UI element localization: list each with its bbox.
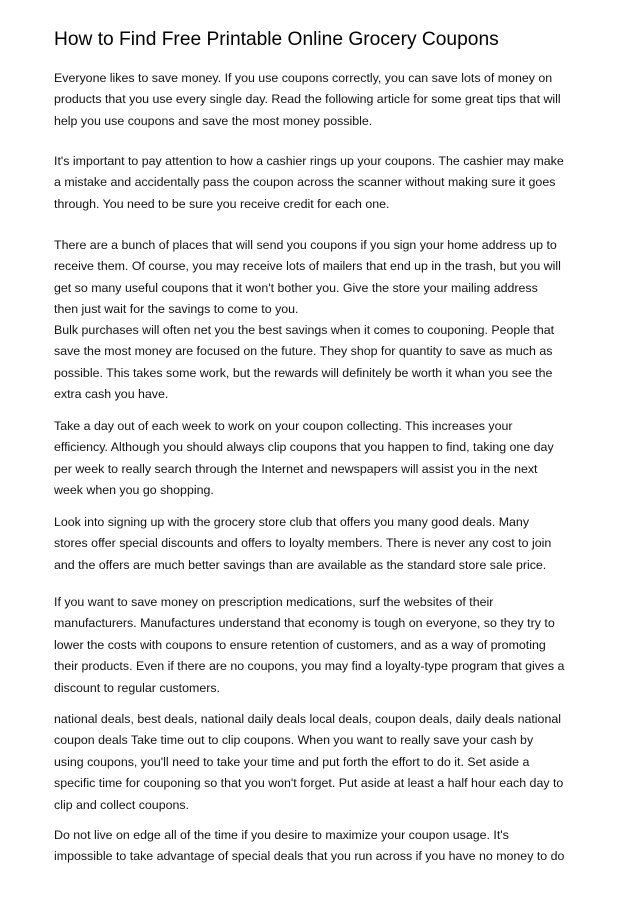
paragraph-line: their products. Even if there are no coupons, you may find a loyalty-type program that gives a bbox=[54, 659, 565, 674]
paragraph-line: coupon deals Take time out to clip coupons. When you want to really save your cash by bbox=[54, 733, 534, 748]
paragraph-line: and the offers are much better savings than are available as the standard store sale price. bbox=[54, 557, 547, 572]
paragraph-line: then just wait for the savings to come to you. bbox=[54, 302, 299, 317]
paragraph-line: national deals, best deals, national daily deals local deals, coupon deals, daily deals national bbox=[54, 712, 561, 726]
paragraph-line: efficiency. Although you should always clip coupons that you happen to find, taking one day bbox=[54, 440, 554, 455]
paragraph-line: extra cash you have. bbox=[54, 387, 169, 402]
paragraph-line: products that you use every single day. Read the following article for some great tips that will bbox=[54, 92, 561, 107]
paragraph-line: receive them. Of course, you may receive lots of mailers that end up in the trash, but you will bbox=[54, 259, 561, 274]
paragraph-5 bbox=[54, 416, 586, 502]
paragraph-line: possible. This takes some work, but the rewards will definitely be worth it whan you see the bbox=[54, 365, 553, 380]
paragraph-4 bbox=[54, 320, 586, 406]
paragraph-line: help you use coupons and save the most money possible. bbox=[54, 113, 373, 128]
paragraph-line: lower the costs with coupons to ensure retention of customers, and as a way of promoting bbox=[54, 637, 546, 652]
paragraph-line: Do not live on edge all of the time if you desire to maximize your coupon usage. It's bbox=[54, 828, 509, 842]
paragraph-7 bbox=[54, 592, 586, 699]
paragraph-line: impossible to take advantage of special deals that you run across if you have no money to do bbox=[54, 849, 565, 864]
paragraph-line: It's important to pay attention to how a cashier rings up your coupons. The cashier may make bbox=[54, 154, 564, 168]
paragraph-line: clip and collect coupons. bbox=[54, 797, 190, 812]
paragraph-line: per week to really search through the Internet and newspapers will assist you in the next bbox=[54, 461, 538, 476]
paragraph-line: discount to regular customers. bbox=[54, 680, 220, 695]
paragraph-6 bbox=[54, 512, 586, 576]
paragraph-2 bbox=[54, 151, 586, 215]
paragraph-line: Look into signing up with the grocery store club that offers you many good deals. Many bbox=[54, 515, 530, 529]
paragraph-line: If you want to save money on prescription medications, surf the websites of their bbox=[54, 595, 494, 609]
paragraph-line: Bulk purchases will often net you the best savings when it comes to couponing. People that bbox=[54, 323, 555, 337]
paragraph-line: stores offer special discounts and offers to loyalty members. There is never any cost to join bbox=[54, 536, 552, 551]
paragraph-line: week when you go shopping. bbox=[54, 483, 214, 498]
paragraph-line: specific time for couponing so that you won't forget. Put aside at least a half hour each day to bbox=[54, 776, 564, 791]
paragraph-line: Everyone likes to save money. If you use coupons correctly, you can save lots of money on bbox=[54, 71, 553, 85]
paragraph-line: using coupons, you'll need to take your time and put forth the effort to do it. Set aside a bbox=[54, 754, 530, 769]
paragraph-9 bbox=[54, 825, 586, 868]
paragraph-line: get so many useful coupons that it won't bother you. Give the store your mailing address bbox=[54, 280, 538, 295]
paragraph-3 bbox=[54, 235, 586, 321]
paragraph-line: save the most money are focused on the future. They shop for quantity to save as much as bbox=[54, 344, 553, 359]
paragraph-1 bbox=[54, 68, 586, 132]
paragraph-line: manufacturers. Manufactures understand that economy is tough on everyone, so they try to bbox=[54, 616, 555, 631]
paragraph-line: through. You need to be sure you receive credit for each one. bbox=[54, 196, 390, 211]
paragraph-line: Take a day out of each week to work on your coupon collecting. This increases your bbox=[54, 419, 513, 433]
paragraph-8 bbox=[54, 709, 586, 816]
document-title: How to Find Free Printable Online Grocery Coupons bbox=[54, 29, 499, 50]
paragraph-line: a mistake and accidentally pass the coupon across the scanner without making sure it goes bbox=[54, 175, 556, 190]
paragraph-line: There are a bunch of places that will send you coupons if you sign your home address up to bbox=[54, 238, 557, 252]
